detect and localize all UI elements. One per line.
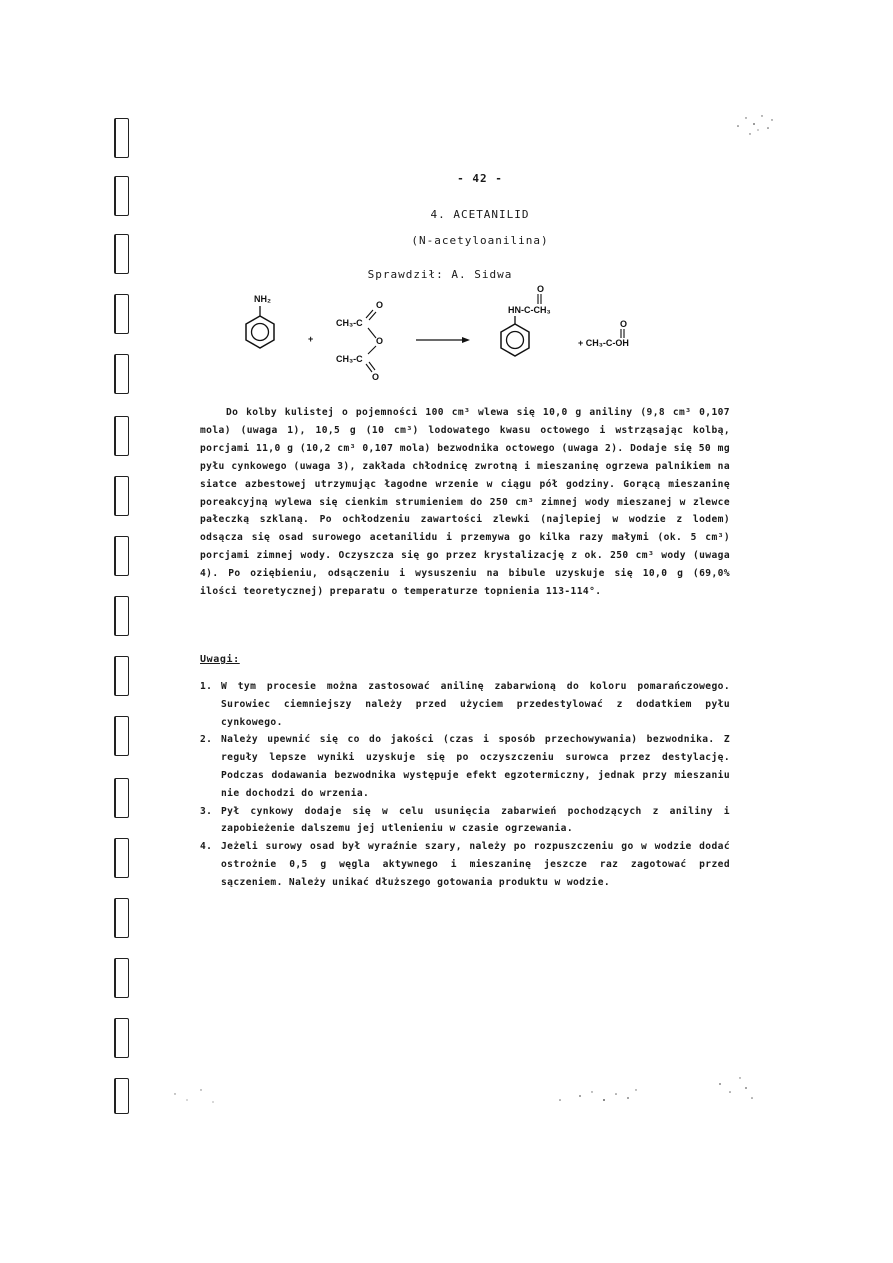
page-title: 4. ACETANILID xyxy=(430,208,530,221)
product-carbonyl-o: O xyxy=(537,284,545,294)
procedure-paragraph xyxy=(200,404,730,601)
anhydride-o-top: O xyxy=(376,300,384,310)
note-number: 3. xyxy=(200,805,213,817)
binding-hole xyxy=(114,354,129,394)
page-subtitle: (N-acetyloanilina) xyxy=(411,234,549,247)
note-item xyxy=(200,731,730,802)
acetic-acid-label: + CH₃-C-OH xyxy=(578,338,629,348)
acetic-acid-o: O xyxy=(620,319,628,329)
binding-hole xyxy=(114,596,129,636)
note-number: 4. xyxy=(200,841,213,853)
note-text: Jeżeli surowy osad był wyraźnie szary, należy po rozpuszczeniu go w wodzie dodać ostrożnie 0,5 g węgla aktywnego i mieszaninę jeszcze raz zagotować przed sączeniem. Należy unikać dłuższego gotowania produktu w wodzie. xyxy=(221,841,730,888)
binding-hole xyxy=(114,1018,129,1058)
plus-sign: + xyxy=(308,334,314,344)
binding-hole xyxy=(114,294,129,334)
binding-holes xyxy=(108,100,144,1120)
note-number: 2. xyxy=(200,734,213,746)
binding-hole xyxy=(114,118,129,158)
binding-hole xyxy=(114,958,129,998)
binding-hole xyxy=(114,416,129,456)
checked-by: Sprawdził: A. Sidwa xyxy=(367,268,513,281)
notes-list xyxy=(200,678,730,892)
binding-hole xyxy=(114,716,129,756)
note-number: 1. xyxy=(200,681,213,692)
anhydride-group-top: CH₃-C xyxy=(336,318,363,328)
binding-hole xyxy=(114,234,129,274)
binding-hole xyxy=(114,176,129,216)
binding-hole xyxy=(114,1078,129,1114)
scan-noise-bottom xyxy=(540,1070,760,1110)
procedure-text: Do kolby kulistej o pojemności 100 cm³ wlewa się 10,0 g aniliny (9,8 cm³ 0,107 mola) (uwaga 1), 10,5 g (10 cm³) lodowatego kwasu octowego i wstrząsając kolbą, porcjami 11,0 g (10,2 cm³ 0,107 mola) bezwodnika octowego (uwaga 2). Dodaje się 50 mg pyłu cynkowego (uwaga 3), zakłada chłodnicę zwrotną i mieszaninę ogrzewa palnikiem na siatce azbestowej utrzymując łagodne wrzenie w ciągu pół godziny. Gorącą mieszaninę poreakcyjną wylewa się cienkim strumieniem do 250 cm³ zimnej wody mieszanej w zlewce pałeczką szklaną. Po ochłodzeniu zawartości zlewki (najlepiej w wodzie z lodem) odsącza się osad surowego acetanilidu i przemywa go kilka razy małymi (ok. 5 cm³) porcjami zimnej wody. Oczyszcza się go przez krystalizację z ok. 250 cm³ wody (uwaga 4). Po oziębieniu, odsączeniu i wysuszeniu na bibule uzyskuje się 10,0 g (69,0% ilości teoretycznej) preparatu o temperaturze topnienia 113-114°. xyxy=(200,407,730,598)
aniline-label: NH₂ xyxy=(254,294,271,304)
benzene-ring-aniline xyxy=(246,316,274,348)
product-label: HN-C-CH₃ xyxy=(508,305,551,315)
binding-hole xyxy=(114,778,129,818)
binding-hole xyxy=(114,838,129,878)
binding-hole xyxy=(114,536,129,576)
anhydride-o-bottom: O xyxy=(372,372,380,382)
note-item xyxy=(200,803,730,839)
scan-noise-bottom-left xyxy=(165,1080,225,1110)
note-item xyxy=(200,678,730,731)
note-text: Pył cynkowy dodaje się w celu usunięcia zabarwień pochodzących z aniliny i zapobieżenie dalszemu jej utlenieniu w czasie ogrzewania. xyxy=(221,805,730,835)
notes-title: Uwagi: xyxy=(200,654,240,665)
note-item xyxy=(200,838,730,891)
anhydride-group-bottom: CH₃-C xyxy=(336,354,363,364)
benzene-ring-product xyxy=(501,324,529,356)
binding-hole xyxy=(114,898,129,938)
binding-hole xyxy=(114,656,129,696)
scan-noise-top-right xyxy=(728,108,778,142)
page-number: - 42 - xyxy=(457,172,503,185)
reaction-scheme xyxy=(210,282,680,394)
note-text: Należy upewnić się co do jakości (czas i sposób przechowywania) bezwodnika. Z reguły lepsze wyniki uzyskuje się po oczyszczeniu surowca przez destylację. Podczas dodawania bezwodnika występuje efekt egzotermiczny, jednak przy mieszaniu nie dochodzi do wrzenia. xyxy=(221,734,730,799)
anhydride-o-bridge: O xyxy=(376,336,384,346)
binding-hole xyxy=(114,476,129,516)
note-text: W tym procesie można zastosować anilinę zabarwioną do koloru pomarańczowego. Surowiec ciemniejszy należy przed użyciem przedestylować z dodatkiem pyłu cynkowego. xyxy=(221,681,730,728)
